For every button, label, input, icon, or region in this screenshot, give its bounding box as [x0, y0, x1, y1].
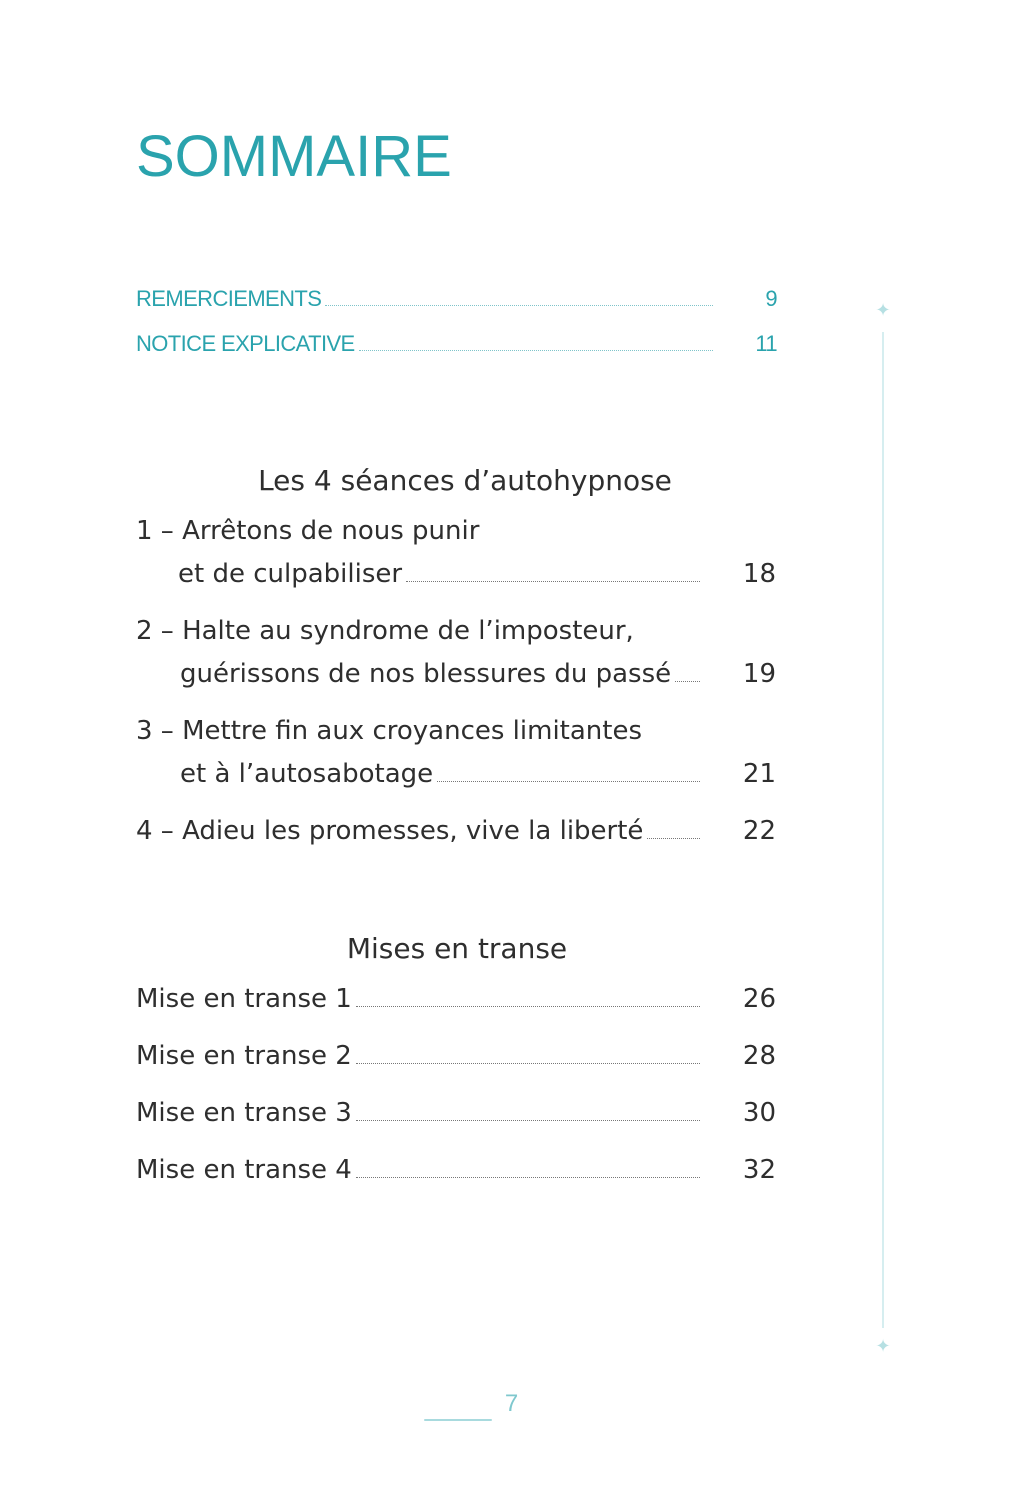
dot-leader — [356, 1100, 700, 1121]
toc-entry-label: guérissons de nos blessures du passé — [180, 659, 672, 689]
toc-entry-label: et à l’autosabotage — [180, 759, 434, 789]
toc-entry-label: 4 – Adieu les promesses, vive la liberté — [136, 816, 644, 846]
dot-leader — [437, 761, 700, 782]
toc-entry-label: Mise en transe 3 — [136, 1098, 352, 1128]
toc-entry-page: 9 — [765, 286, 777, 311]
toc-entry-label: Mise en transe 4 — [136, 1155, 352, 1185]
toc-entry-page: 22 — [742, 816, 776, 846]
dot-leader — [325, 288, 713, 306]
page-title: SOMMAIRE — [136, 124, 452, 189]
dot-leader — [356, 1043, 700, 1064]
toc-entry-seance-4[interactable] — [136, 816, 776, 846]
toc-entry-page: 30 — [742, 1098, 776, 1128]
toc-entry-seance-2[interactable] — [180, 659, 776, 689]
toc-entry-page: 21 — [742, 759, 776, 789]
toc-entry-page: 18 — [742, 559, 776, 589]
toc-entry-page: 28 — [742, 1041, 776, 1071]
page-number-underline — [424, 1419, 492, 1421]
dot-leader — [647, 818, 700, 839]
toc-entry-title-line[interactable]: 2 – Halte au syndrome de l’imposteur, — [136, 616, 634, 646]
toc-entry-page: 32 — [742, 1155, 776, 1185]
toc-entry-title-line[interactable]: 3 – Mettre fin aux croyances limitantes — [136, 716, 643, 746]
dot-leader — [356, 1157, 700, 1178]
dot-leader — [406, 561, 700, 582]
toc-entry-label: Mise en transe 1 — [136, 984, 352, 1014]
toc-entry-transe-4[interactable] — [136, 1155, 776, 1185]
toc-entry-remerciements[interactable] — [136, 286, 777, 312]
toc-entry-transe-3[interactable] — [136, 1098, 776, 1128]
toc-entry-label: Mise en transe 2 — [136, 1041, 352, 1071]
toc-entry-title-line[interactable]: 1 – Arrêtons de nous punir — [136, 516, 480, 546]
toc-entry-label: REMERCIEMENTS — [136, 286, 322, 311]
dot-leader — [356, 986, 700, 1007]
section-heading-transes: Mises en transe — [346, 932, 568, 965]
toc-entry-page: 19 — [742, 659, 776, 689]
page-number: 7 — [504, 1390, 519, 1417]
toc-entry-transe-2[interactable] — [136, 1041, 776, 1071]
section-heading-seances: Les 4 séances d’autohypnose — [258, 464, 672, 497]
dot-leader — [359, 333, 713, 351]
toc-entry-page: 11 — [755, 331, 777, 356]
dot-leader — [675, 661, 700, 682]
side-divider — [882, 332, 884, 1328]
toc-entry-label: et de culpabiliser — [178, 559, 403, 589]
toc-entry-page: 26 — [742, 984, 776, 1014]
toc-entry-notice[interactable] — [136, 331, 777, 357]
toc-entry-transe-1[interactable] — [136, 984, 776, 1014]
toc-entry-seance-3[interactable] — [180, 759, 776, 789]
sparkle-icon: ✦ — [875, 300, 891, 321]
toc-entry-seance-1[interactable] — [178, 559, 776, 589]
sparkle-icon: ✦ — [875, 1336, 891, 1357]
toc-entry-label: NOTICE EXPLICATIVE — [136, 331, 355, 356]
